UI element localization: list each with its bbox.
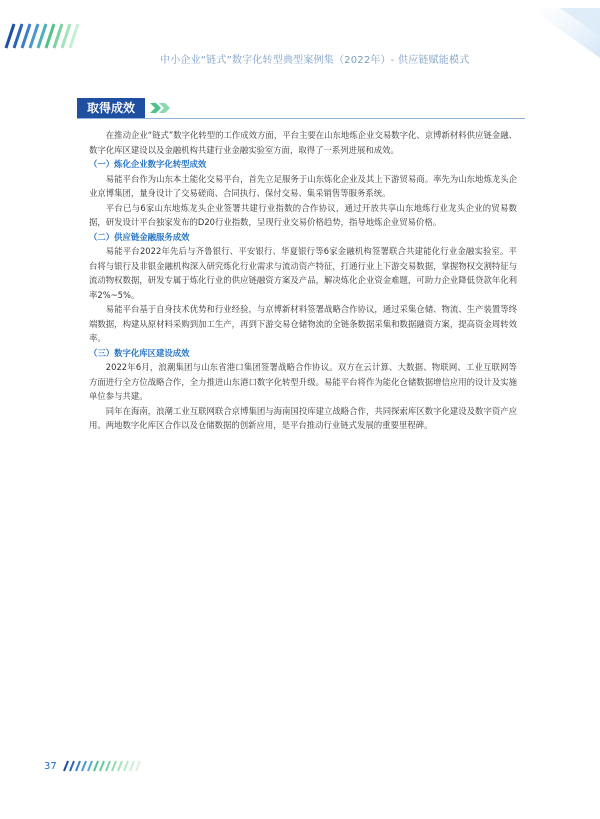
paragraph-depot-2: 同年在海南，浪潮工业互联网联合京博集团与海南国投库建立战略合作，共同探索库区数字化建设及数字资产应用。两地数字化库区合作以及仓储数据的创新应用，是平台推动行业链式发展的重要里程碑。 [89, 405, 517, 430]
page-number: 37 [44, 761, 57, 772]
subheading-refining-digital: （一）炼化企业数字化转型成效 [89, 159, 207, 169]
intro-paragraph: 在推动企业“链式”数字化转型的工作成效方面，平台主要在山东地炼企业交易数字化、京博新材料供应链金融、数字化库区建设以及金融机构共建行业金融实验室方面，取得了一系列进展和成效。 [89, 130, 517, 155]
main-content [89, 128, 517, 433]
subheading-supply-chain-finance: （二）供应链金融服务成效 [89, 231, 190, 242]
paragraph-depot-1: 2022年6月，浪潮集团与山东省港口集团签署战略合作协议。双方在云计算、大数据、物联网、工业互联网等方面进行全方位战略合作，全力推进山东港口数字化转型升级。易能平台将作为能化仓储数据增信应用的设计及实施单位参与共建。 [89, 362, 517, 401]
footer-slash-decoration [60, 760, 170, 772]
running-header-title: 中小企业“链式”数字化转型典型案例集（2022年）- 供应链赋能模式 [160, 55, 470, 66]
paragraph-refining-2: 平台已与6家山东地炼龙头企业签署共建行业指数的合作协议，通过开放共享山东地炼行业龙头企业的贸易数据，研发设计平台独家发布的D20行业指数，呈现行业交易价格趋势，指导地炼企业贸易价格。 [89, 202, 517, 227]
paragraph-finance-2: 易能平台基于自身技术优势和行业经验，与京博新材料签署战略合作协议，通过采集仓储、物流、生产装置等终端数据，构建从原材料采购到加工生产，再到下游交易仓储物流的全链条数据采集和数据融资方案，提高资金周转效率。 [89, 304, 517, 343]
subheading-digital-depot: （三）数字化库区建设成效 [89, 347, 190, 358]
section-tag-arrow-decoration [150, 103, 180, 113]
section-divider [77, 118, 525, 119]
paragraph-finance-1: 易能平台2022年先后与齐鲁银行、平安银行、华夏银行等6家金融机构签署联合共建能化行业金融实验室。平台将与银行及非银金融机构深入研究炼化行业需求与流动资产特征，打通行业上下游交易数据，掌握物权交割特征与流动物权数据，研发专属于炼化行业的供应链融资方案及产品，解决炼化企业资金难题，可助力企业降低贷款年化利率2%~5%。 [89, 246, 517, 300]
section-heading-tag: 取得成效 [77, 98, 145, 118]
header-corner-decoration [510, 8, 600, 58]
paragraph-refining-1: 易能平台作为山东本土能化交易平台，首先立足服务于山东炼化企业及其上下游贸易商。率先为山东地炼龙头企业京博集团，量身设计了交易磋商、合同执行、保付交易、集采销售等服务系统。 [89, 173, 517, 198]
header-slash-decoration [0, 22, 120, 50]
